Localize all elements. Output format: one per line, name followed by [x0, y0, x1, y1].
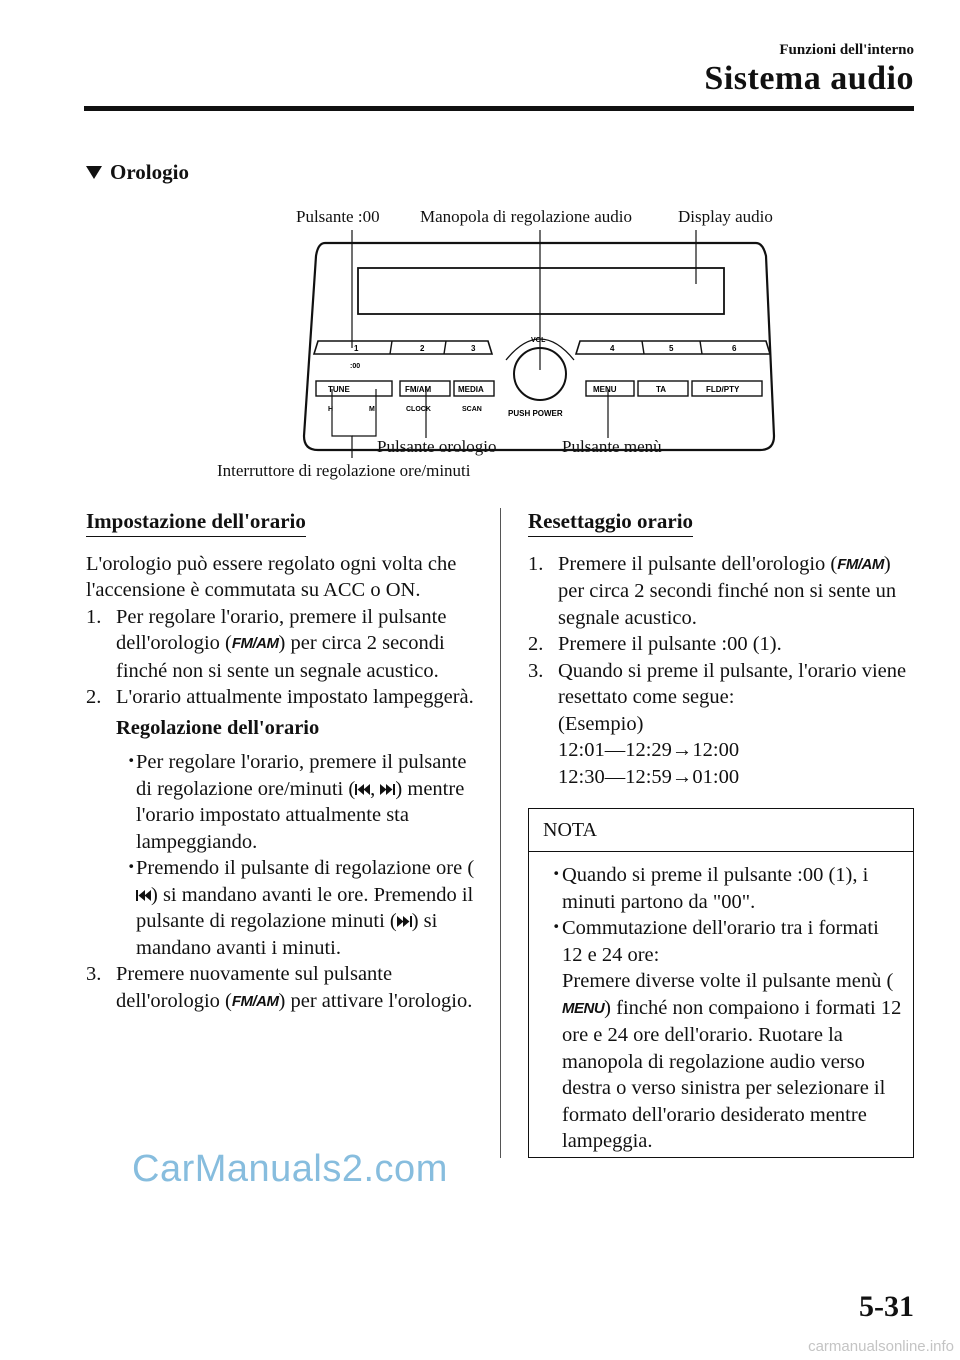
sub-00-label: :00 — [350, 363, 361, 370]
left-step-2 — [86, 684, 482, 711]
step-text: L'orario attualmente impostato lampeggerà. — [116, 686, 474, 708]
example-line-2: 12:30―12:59→01:00 — [558, 765, 740, 788]
step-number: 2. — [528, 633, 544, 655]
left-step-1 — [86, 604, 482, 685]
ta-label: TA — [656, 385, 667, 394]
label-hm-switch: Interruttore di regolazione ore/minuti — [217, 461, 471, 480]
nota-body — [529, 852, 913, 1155]
intro-text: L'orologio può essere regolato ogni volta che l'accensione è commutata su ACC o ON. — [86, 552, 457, 601]
menu-panel-label: MENU — [593, 385, 617, 394]
menu-key-icon: MENU — [562, 999, 605, 1017]
bullet-text: Per regolare l'orario, premere il pulsante di regolazione ore/minuti ( — [136, 751, 467, 800]
clock-label: CLOCK — [406, 406, 431, 413]
bullet-text: Premere diverse volte il pulsante menù ( — [562, 970, 894, 992]
skip-forward-icon — [380, 783, 395, 796]
nota-bullet-2 — [529, 915, 903, 1155]
bullet-text: ) si mandano avanti le ore. Premendo il pulsante di regolazione minuti ( — [136, 883, 474, 932]
nota-bullet-1 — [529, 862, 903, 915]
preset-4-label: 4 — [610, 344, 615, 353]
step-text: Per regolare l'orario, premere il pulsante dell'orologio ( — [116, 605, 447, 654]
step-text: Premere il pulsante dell'orologio ( — [558, 552, 838, 575]
chapter-subtitle: Funzioni dell'interno — [779, 42, 914, 58]
bullet-text: , — [370, 777, 381, 800]
skip-forward-icon — [397, 915, 412, 928]
right-step-2 — [528, 631, 916, 658]
left-column — [86, 508, 482, 1015]
step-text: ) per circa 2 secondi finché non si sente un segnale acustico. — [116, 632, 445, 682]
left-bullet-1 — [86, 749, 482, 855]
label-clock-button: Pulsante orologio — [377, 437, 497, 456]
label-btn-00: Pulsante :00 — [296, 207, 380, 226]
audio-unit-diagram — [200, 200, 800, 490]
bullet-text: Commutazione dell'orario tra i formati 12 e 24 ore: — [562, 917, 879, 966]
section-heading — [86, 160, 189, 185]
heading-impostazione: Impostazione dell'orario — [86, 508, 306, 537]
label-display: Display audio — [678, 207, 773, 226]
fmam-key-icon: FM/AM — [231, 635, 279, 652]
right-step-1 — [528, 551, 916, 632]
left-bullet-2 — [86, 855, 482, 961]
left-step-3 — [86, 961, 482, 1015]
m-label: M — [369, 406, 375, 413]
scan-label: SCAN — [462, 406, 482, 413]
bullet-text: ) mentre l'orario impostato attualmente sta lampeggiando. — [136, 777, 465, 853]
step-text: ) per circa 2 secondi finché non si sente un segnale acustico. — [558, 552, 897, 629]
fmam-key-icon: FM/AM — [837, 555, 884, 573]
watermark: CarManuals2.com — [132, 1148, 448, 1190]
audio-unit-drawing — [200, 200, 800, 490]
label-knob: Manopola di regolazione audio — [420, 207, 632, 226]
subheading-regolazione: Regolazione dell'orario — [116, 716, 320, 739]
bullet-text: Quando si preme il pulsante :00 (1), i minuti partono da "00". — [562, 864, 869, 913]
label-menu-button: Pulsante menù — [562, 437, 662, 456]
preset-1-label: 1 — [354, 344, 359, 353]
step-text: Premere il pulsante :00 (1). — [558, 633, 782, 655]
header-rule — [84, 106, 914, 111]
fmam-panel-label: FM/AM — [405, 385, 432, 394]
heading-resettaggio: Resettaggio orario — [528, 508, 693, 537]
step-number: 1. — [86, 605, 102, 628]
skip-back-icon — [355, 783, 370, 796]
bullet-text: ) si mandano avanti i minuti. — [136, 910, 438, 959]
bullet-text: ) finché non compaiono i formati 12 ore e 24 ore dell'orario. Ruotare la manopola di regolazione audio verso destra o verso sinistra per selezionare il formato dell'orario desiderato mentre lampeggia. — [562, 996, 902, 1152]
nota-title: NOTA — [529, 809, 913, 852]
bullet-dot: ・ — [121, 751, 142, 773]
step-text: ) per attivare l'orologio. — [278, 989, 473, 1012]
bullet-dot: ・ — [546, 864, 567, 886]
preset-3-label: 3 — [471, 344, 476, 353]
push-power-label: PUSH POWER — [508, 409, 563, 418]
skip-back-icon — [136, 889, 151, 902]
step-number: 3. — [528, 659, 544, 682]
preset-5-label: 5 — [669, 344, 674, 353]
bullet-dot: ・ — [546, 917, 567, 939]
preset-2-label: 2 — [420, 344, 425, 353]
step-number: 3. — [86, 963, 102, 985]
section-title: Orologio — [110, 160, 189, 184]
fmam-key-icon: FM/AM — [231, 992, 279, 1010]
step-text: Premere nuovamente sul pulsante dell'orologio ( — [116, 963, 393, 1012]
h-label: H — [328, 406, 334, 413]
nota-box — [528, 808, 914, 1158]
triangle-down-icon — [86, 166, 102, 179]
step-number: 1. — [528, 552, 544, 575]
example-label: (Esempio) — [558, 712, 644, 735]
tune-label: TUNE — [328, 385, 350, 394]
chapter-title: Sistema audio — [704, 60, 914, 97]
fldpty-label: FLD/PTY — [706, 385, 740, 394]
footer-watermark: carmanualsonline.info — [808, 1338, 954, 1355]
column-divider — [500, 508, 501, 1158]
step-number: 2. — [86, 686, 102, 708]
page-number: 5-31 — [859, 1290, 914, 1323]
bullet-dot: ・ — [121, 857, 142, 879]
media-label: MEDIA — [458, 385, 484, 394]
right-step-3 — [528, 658, 916, 791]
bullet-text: Premendo il pulsante di regolazione ore ( — [136, 857, 475, 879]
step-text: Quando si preme il pulsante, l'orario viene resettato come segue: — [558, 659, 907, 708]
example-line-1: 12:01―12:29→12:00 — [558, 739, 740, 761]
right-column — [528, 508, 916, 790]
vol-label: VOL — [531, 337, 546, 344]
preset-6-label: 6 — [732, 344, 737, 353]
